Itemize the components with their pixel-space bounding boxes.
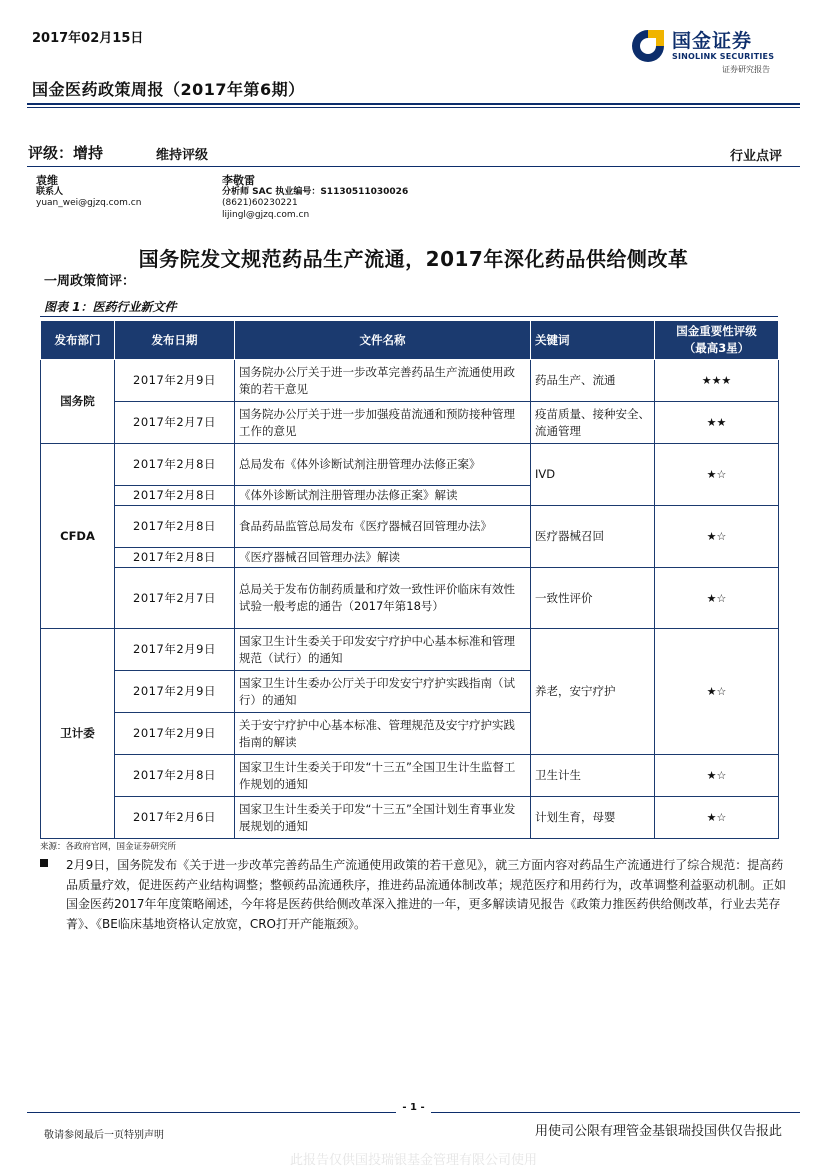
header-divider-thin <box>27 107 800 108</box>
date-cell: 2017年2月9日 <box>115 629 235 671</box>
analyst-phone: (8621)60230221 <box>222 198 298 208</box>
dept-cell: CFDA <box>41 444 115 629</box>
header-divider <box>27 103 800 105</box>
title-cell: 《医疗器械召回管理办法》解读 <box>235 548 531 568</box>
title-cell: 关于安宁疗护中心基本标准、管理规范及安宁疗护实践指南的解读 <box>235 713 531 755</box>
analyst-contact-1 <box>36 175 141 210</box>
title-cell: 国务院办公厅关于进一步改革完善药品生产流通使用政策的若干意见 <box>235 360 531 402</box>
title-cell: 总局关于发布仿制药质量和疗效一致性评价临床有效性试验一般考虑的通告（2017年第18号） <box>235 568 531 629</box>
dept-cell: 卫计委 <box>41 629 115 839</box>
col-header-rating <box>655 321 779 360</box>
table-header-row <box>41 321 779 360</box>
commentary-paragraph <box>36 856 790 934</box>
title-cell: 食品药品监管总局发布《医疗器械召回管理办法》 <box>235 506 531 548</box>
col-header-rating-line1: 国金重要性评级 <box>676 324 757 338</box>
logo-mark-icon <box>630 28 666 64</box>
analyst-email[interactable]: lijingl@gjzq.com.cn <box>222 209 310 220</box>
col-header-rating-line2: （最高3星） <box>683 341 750 355</box>
date-cell: 2017年2月6日 <box>115 797 235 839</box>
title-cell: 国家卫生计生委关于印发安宁疗护中心基本标准和管理规范（试行）的通知 <box>235 629 531 671</box>
rating-stars: ★☆ <box>655 629 779 755</box>
table-row <box>41 360 779 402</box>
figure-caption: 图表 1：医药行业新文件 <box>44 300 177 314</box>
report-category: 行业点评 <box>729 149 782 164</box>
table-row <box>41 444 779 486</box>
section-heading: 一周政策简评： <box>44 274 136 289</box>
table-row <box>41 506 779 548</box>
table-row <box>41 755 779 797</box>
square-bullet-icon <box>40 859 48 867</box>
rating-stars: ★☆ <box>655 797 779 839</box>
commentary-text: 2月9日，国务院发布《关于进一步改革完善药品生产流通使用政策的若干意见》，就三方面内容对药品生产流通进行了综合规范：提高药品质量疗效，促进医药产业结构调整；整顿药品流通秩序，推进药品流通体制改革；规范医疗和用药行为，改革调整利益驱动机制。正如国金医药2017年年度策略阐述，今年将是医药供给侧改革深入推进的一年，更多解读请见报告《政策力推医药供给侧改革，行业去芜存菁》、《BE临床基地资格认定放宽，CRO打开产能瓶颈》。 <box>66 858 787 931</box>
footer-disclaimer: 敬请参阅最后一页特别声明 <box>44 1130 164 1141</box>
keyword-cell: 医疗器械召回 <box>531 506 655 568</box>
date-cell: 2017年2月7日 <box>115 402 235 444</box>
rating-stars: ★☆ <box>655 506 779 568</box>
title-cell: 国家卫生计生委办公厅关于印发安宁疗护实践指南（试行）的通知 <box>235 671 531 713</box>
title-cell: 国务院办公厅关于进一步加强疫苗流通和预防接种管理工作的意见 <box>235 402 531 444</box>
date-cell: 2017年2月8日 <box>115 548 235 568</box>
logo-name-en: SINOLINK SECURITIES <box>672 52 775 61</box>
keyword-cell: 药品生产、流通 <box>531 360 655 402</box>
date-cell: 2017年2月8日 <box>115 486 235 506</box>
rating-stars: ★☆ <box>655 755 779 797</box>
date-cell: 2017年2月9日 <box>115 671 235 713</box>
rating-stars: ★★★ <box>655 360 779 402</box>
rating-stars: ★★ <box>655 402 779 444</box>
logo-name-cn: 国金证券 <box>672 30 753 52</box>
watermark: 此报告仅供国投瑞银基金管理有限公司使用 <box>289 1153 537 1168</box>
table-row <box>41 402 779 444</box>
date-cell: 2017年2月7日 <box>115 568 235 629</box>
title-cell: 总局发布《体外诊断试剂注册管理办法修正案》 <box>235 444 531 486</box>
keyword-cell: 养老，安宁疗护 <box>531 629 655 755</box>
analyst-name: 袁维 <box>36 174 58 187</box>
rating-divider <box>27 166 800 167</box>
date-cell: 2017年2月8日 <box>115 755 235 797</box>
report-date: 2017年02月15日 <box>32 31 144 46</box>
logo-subtitle: 证券研究报告 <box>722 65 770 74</box>
keyword-cell: 一致性评价 <box>531 568 655 629</box>
page-number-wrap <box>0 1102 827 1113</box>
rating-stars: ★☆ <box>655 444 779 506</box>
analyst-role: 联系人 <box>36 186 64 197</box>
date-cell: 2017年2月9日 <box>115 360 235 402</box>
company-logo <box>630 22 790 78</box>
dept-cell: 国务院 <box>41 360 115 444</box>
date-cell: 2017年2月8日 <box>115 506 235 548</box>
date-cell: 2017年2月8日 <box>115 444 235 486</box>
source-note: 来源：各政府官网，国金证券研究所 <box>40 842 177 852</box>
title-cell: 国家卫生计生委关于印发“十三五”全国计划生育事业发展规划的通知 <box>235 797 531 839</box>
caption-divider <box>40 316 778 317</box>
col-header-title: 文件名称 <box>235 321 531 360</box>
rating-label: 评级：增持 <box>28 144 104 162</box>
page-number: - 1 - <box>396 1102 430 1113</box>
title-cell: 国家卫生计生委关于印发“十三五”全国卫生计生监督工作规划的通知 <box>235 755 531 797</box>
analyst-name: 李敬雷 <box>222 174 255 187</box>
keyword-cell: 计划生育，母婴 <box>531 797 655 839</box>
table-row <box>41 629 779 671</box>
policy-files-table <box>40 320 779 839</box>
footer-right-text: 用使司公限有理管金基银瑞投国供仅告报此 <box>534 1124 782 1139</box>
col-header-dept: 发布部门 <box>41 321 115 360</box>
title-cell: 《体外诊断试剂注册管理办法修正案》解读 <box>235 486 531 506</box>
rating-note: 维持评级 <box>156 148 209 163</box>
date-cell: 2017年2月9日 <box>115 713 235 755</box>
keyword-cell: 疫苗质量、接种安全、流通管理 <box>531 402 655 444</box>
col-header-keyword: 关键词 <box>531 321 655 360</box>
report-series-title: 国金医药政策周报（2017年第6期） <box>32 80 305 99</box>
keyword-cell: 卫生计生 <box>531 755 655 797</box>
col-header-date: 发布日期 <box>115 321 235 360</box>
keyword-cell: IVD <box>531 444 655 506</box>
table-row <box>41 568 779 629</box>
analyst-role: 分析师 SAC 执业编号：S1130511030026 <box>222 186 409 197</box>
rating-stars: ★☆ <box>655 568 779 629</box>
analyst-email[interactable]: yuan_wei@gjzq.com.cn <box>36 198 142 208</box>
main-title: 国务院发文规范药品生产流通，2017年深化药品供给侧改革 <box>138 247 689 271</box>
analyst-contact-2 <box>222 175 408 221</box>
table-row <box>41 797 779 839</box>
